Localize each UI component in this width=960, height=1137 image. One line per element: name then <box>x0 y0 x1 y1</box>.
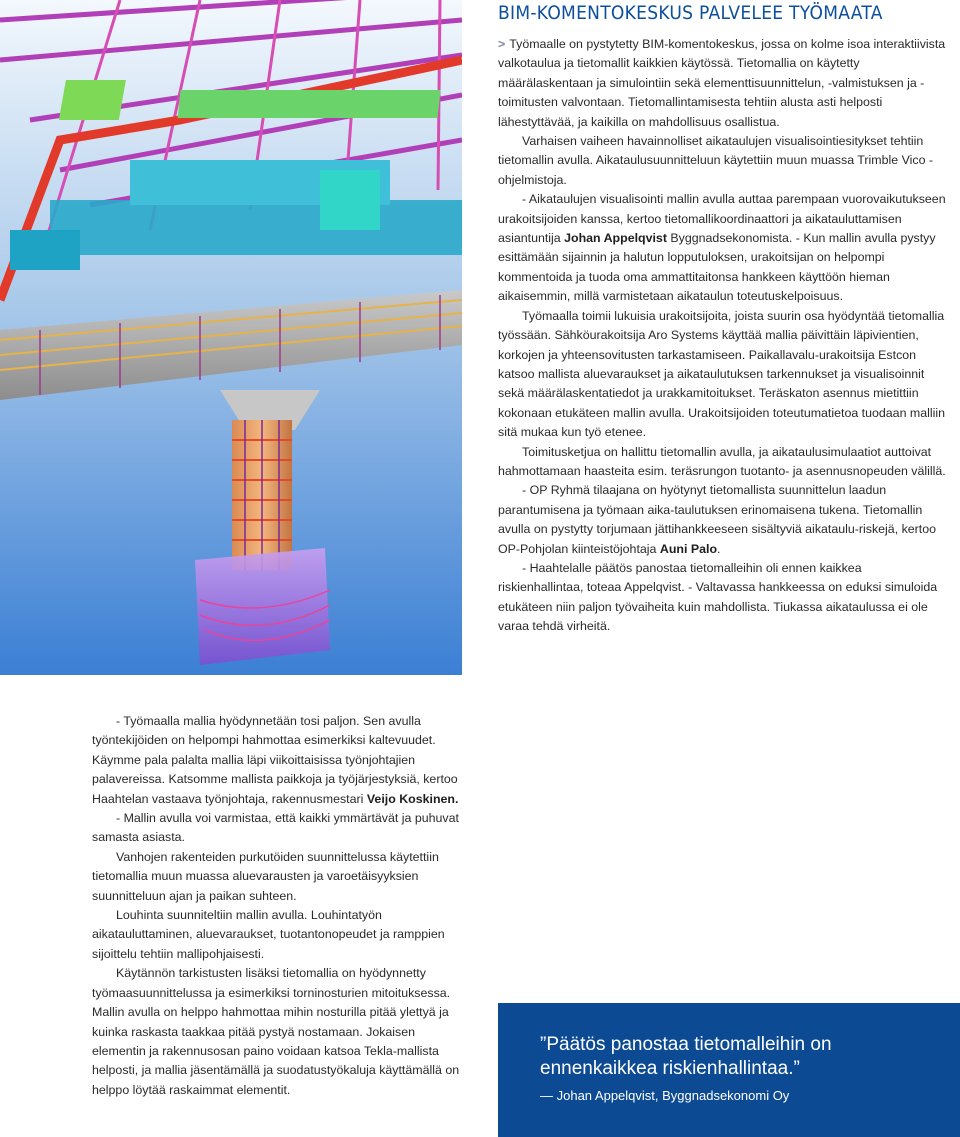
pull-quote-author: — Johan Appelqvist, Byggnadsekonomi Oy <box>540 1088 790 1103</box>
paragraph: - OP Ryhmä tilaajana on hyötynyt tietomallista suunnittelun laadun parantumisena ja työmaan aika-taulutuksen erinomaisena tukena. Tietomallin avulla on pystytty torjumaan jättihankkeeseen sisältyviä aikataulu-riskejä, kertoo OP-Pohjolan kiinteistöjohtaja Auni Palo. <box>498 483 937 556</box>
section-title: BIM-KOMENTOKESKUS PALVELEE TYÖMAATA <box>498 2 883 24</box>
pull-quote-box <box>498 1003 960 1137</box>
paragraph: Käytännön tarkistusten lisäksi tietomallia on hyödynnetty työmaasuunnittelussa ja esimerkiksi torninosturien mitoituksessa. Mallin avulla on helppo hahmottaa mihin nosturilla pitää ylettyä ja kuinka raskasta taakkaa pitää pystyä nostamaan. Jokaisen elementin ja rakennusosan paino voidaan katsoa Tekla-mallista helposti, ja mallia jäsentämällä ja suodatustyökaluja käyttämällä on helppo löytää raskaimmat elementit. <box>92 966 460 1097</box>
paragraph: - Työmaalla mallia hyödynnetään tosi paljon. Sen avulla työntekijöiden on helpompi hahmottaa esimerkiksi kaltevuudet. Käymme pala palalta mallia läpi viikoittaisissa työnjohtajien palavereissa. Katsomme mallista paikkoja ja työjärjestyksiä, kertoo Haahtelan vastaava työnjohtaja, rakennusmestari Veijo Koskinen. <box>92 714 459 806</box>
right-column <box>498 35 948 637</box>
intro-paragraph: > Työmaalle on pystytetty BIM-komentokeskus, jossa on kolme isoa interaktiivista valkotaulua ja tietomallit kaikkien käytössä. Tietomallia on käytetty määrälaskentaan ja simulointiin sekä elementtisuunnittelun, -valmistuksen ja -toimitusten valvontaan. Tietomallintamisesta tehtiin alusta asti helposti lähestyttävää, ja kaikilla on mahdollisuus osallistua. <box>498 37 946 129</box>
person-name: Veijo Koskinen. <box>366 791 459 806</box>
left-column <box>92 712 464 1100</box>
paragraph: Toimitusketjua on hallittu tietomallin avulla, ja aikataulusimulaatiot auttoivat hahmottamaan haasteita esim. teräsrungon tuotanto- ja asennusnopeuden välillä. <box>498 444 946 478</box>
bim-model-render <box>0 0 462 675</box>
person-name: Auni Palo <box>659 541 718 556</box>
paragraph: Vanhojen rakenteiden purkutöiden suunnittelussa käytettiin tietomallia muun muassa aluevarausten ja varoetäisyyksien suunnitteluun ajan ja paikan suhteen. <box>92 849 439 903</box>
paragraph: Työmaalla toimii lukuisia urakoitsijoita, joista suurin osa hyödyntää tietomallia työssään. Sähköurakoitsija Aro Systems käyttää mallia päivittäin läpivientien, korkojen ja yhteensovitusten tarkastamiseen. Paikallavalu-urakoitsija Estcon katsoo mallista aluevaraukset ja aikataulutuksen tarkennukset ja visualisoinnit sekä määrälaskentatiedot ja urakkamitoitukset. Teräskaton asennus mietittiin kokonaan etukäteen mallin avulla. Urakoitsijoiden toteutumatietoa tuodaan malliin sitä mukaa kun työ etenee. <box>498 308 946 440</box>
chevron-icon: > <box>498 37 506 51</box>
pull-quote-text: ”Päätös panostaa tietomalleihin on ennenkaikkea riskienhallintaa.” <box>540 1034 832 1079</box>
paragraph: Varhaisen vaiheen havainnolliset aikataulujen visualisointiesitykset tehtiin tietomallin avulla. Aikataulusuunnitteluun käytettiin muun muassa Trimble Vico -ohjelmistoja. <box>498 134 934 187</box>
paragraph: - Aikataulujen visualisointi mallin avulla auttaa parempaan vuorovaikutukseen urakoitsijoiden kanssa, kertoo tietomallikoordinaattori ja aikatauluttamisen asiantuntija Johan Appelqvist Byggnadsekonomista. - Kun mallin avulla pystyy esittämään sijainnin ja halutun lopputuloksen, urakoitsijan on helpompi kommentoida ja tuoda oma ammattitaitonsa hankkeen käyttöön hieman aikaisemmin, millä varmistetaan aikataulun toteutuskelpoisuus. <box>498 192 946 304</box>
person-name: Johan Appelqvist <box>564 231 667 246</box>
paragraph: - Mallin avulla voi varmistaa, että kaikki ymmärtävät ja puhuvat samasta asiasta. <box>92 811 459 845</box>
paragraph: - Haahtelalle päätös panostaa tietomalleihin oli ennen kaikkea riskienhallintaa, toteaa Appelqvist. - Valtavassa hankkeessa on eduksi simuloida etukäteen niin paljon työvaiheita kuin mahdollista. Tiukassa aikataulussa ei ole varaa tehdä virheitä. <box>498 560 938 634</box>
paragraph: Louhinta suunniteltiin mallin avulla. Louhintatyön aikatauluttaminen, aluevaraukset, tuotantonopeudet ja ramppien sijoittelu tehtiin mallipohjaisesti. <box>92 908 445 961</box>
